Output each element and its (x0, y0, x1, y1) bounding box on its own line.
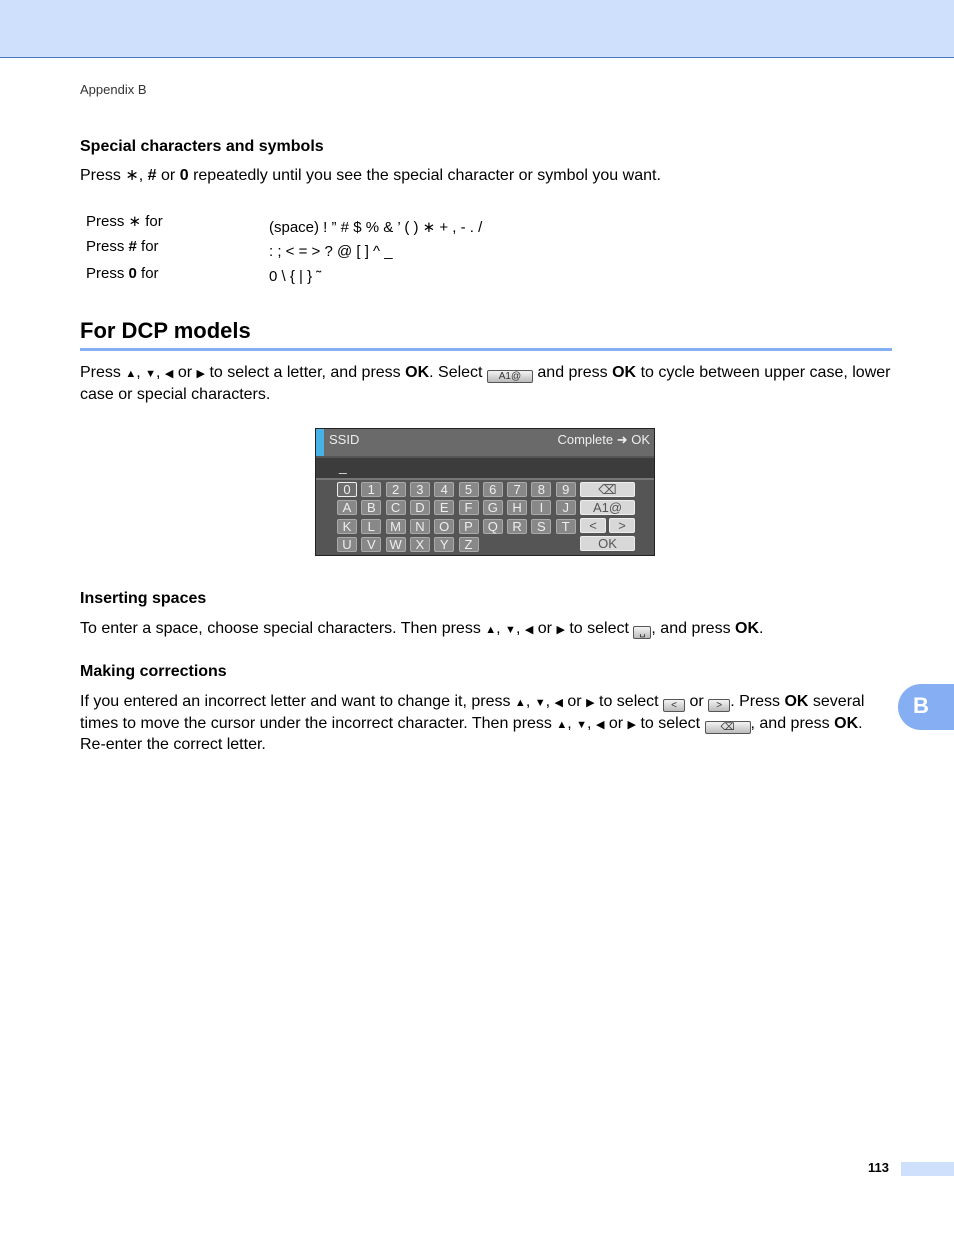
table-row: Press # for (86, 238, 159, 255)
lcd-cursor-left-key[interactable]: < (580, 518, 606, 533)
lcd-key[interactable]: 7 (507, 482, 527, 497)
lcd-cursor: _ (339, 458, 347, 474)
lcd-cursor-right-key[interactable]: > (609, 518, 635, 533)
lcd-complete-hint: Complete ➜ OK (557, 432, 650, 447)
lcd-title: SSID (329, 432, 360, 447)
lcd-header-marker (316, 429, 324, 456)
inserting-spaces-heading: Inserting spaces (80, 590, 207, 607)
lcd-key[interactable]: F (459, 500, 479, 515)
lcd-key[interactable]: H (507, 500, 527, 515)
lcd-key[interactable]: Y (434, 537, 454, 552)
cursor-right-icon: > (708, 699, 730, 712)
lcd-key[interactable]: E (434, 500, 454, 515)
lcd-key[interactable]: T (556, 519, 576, 534)
lcd-key[interactable]: B (361, 500, 381, 515)
lcd-key[interactable]: 1 (361, 482, 381, 497)
lcd-key[interactable]: 5 (459, 482, 479, 497)
lcd-key[interactable]: L (361, 519, 381, 534)
running-title: Appendix B (80, 82, 147, 97)
lcd-key[interactable]: S (531, 519, 551, 534)
heading-rule (80, 348, 892, 351)
page-number-bar (901, 1162, 954, 1176)
lcd-key[interactable]: K (337, 519, 357, 534)
space-key-icon: ␣ (633, 626, 651, 639)
lcd-header (316, 429, 654, 456)
lcd-key[interactable]: D (410, 500, 430, 515)
special-characters-intro: Press ∗, # or 0 repeatedly until you see the special character or symbol you want. (80, 167, 661, 184)
inserting-spaces-text: To enter a space, choose special characters. Then press ▲, ▼, ◀ or ▶ to select ␣ , and press OK. (80, 620, 764, 638)
mode-switch-icon: A1@ (487, 370, 533, 383)
lcd-key[interactable]: R (507, 519, 527, 534)
lcd-key[interactable]: 3 (410, 482, 430, 497)
special-characters-heading: Special characters and symbols (80, 138, 324, 155)
lcd-mode-key[interactable]: A1@ (580, 500, 635, 515)
backspace-icon: ⌫ (705, 721, 751, 734)
lcd-input-field (316, 458, 654, 480)
lcd-key[interactable]: C (386, 500, 406, 515)
lcd-key[interactable]: 4 (434, 482, 454, 497)
lcd-key[interactable]: X (410, 537, 430, 552)
lcd-ok-key[interactable]: OK (580, 536, 635, 551)
table-cell-chars: 0 \ { | } ˜ (269, 268, 322, 285)
lcd-key[interactable]: J (556, 500, 576, 515)
table-cell-chars: : ; < = > ? @ [ ] ^ _ (269, 243, 393, 260)
dcp-models-heading: For DCP models (80, 318, 251, 343)
table-row: Press 0 for (86, 265, 159, 282)
lcd-keyboard-screen (315, 428, 655, 556)
lcd-key[interactable]: 0 (337, 482, 357, 497)
lcd-key[interactable]: 2 (386, 482, 406, 497)
making-corrections-heading: Making corrections (80, 663, 227, 680)
lcd-key[interactable]: I (531, 500, 551, 515)
lcd-key[interactable]: O (434, 519, 454, 534)
table-row: Press ∗ for (86, 213, 163, 230)
making-corrections-text: If you entered an incorrect letter and want to change it, press ▲, ▼, ◀ or ▶ to select < or > . Press OK several times to move the cursor under the incorrect character. Then press ▲, ▼, ◀ or ▶ to select ⌫ , and press OK. Re-enter the correct letter. (80, 693, 865, 753)
appendix-tab: B (898, 684, 954, 730)
table-cell-chars: (space) ! ” # $ % & ’ ( ) ∗ + , - . / (269, 219, 483, 236)
lcd-key[interactable]: U (337, 537, 357, 552)
page-number: 113 (868, 1160, 889, 1175)
lcd-key[interactable]: 8 (531, 482, 551, 497)
lcd-key[interactable]: 6 (483, 482, 503, 497)
lcd-key[interactable]: G (483, 500, 503, 515)
cursor-left-icon: < (663, 699, 685, 712)
lcd-key[interactable]: V (361, 537, 381, 552)
lcd-key[interactable]: M (386, 519, 406, 534)
lcd-key[interactable]: W (386, 537, 406, 552)
lcd-key[interactable]: 9 (556, 482, 576, 497)
header-band (0, 0, 954, 58)
lcd-backspace-key[interactable]: ⌫ (580, 482, 635, 497)
lcd-key[interactable]: N (410, 519, 430, 534)
lcd-key[interactable]: P (459, 519, 479, 534)
lcd-key[interactable]: Q (483, 519, 503, 534)
lcd-key[interactable]: A (337, 500, 357, 515)
dcp-instructions: Press ▲, ▼, ◀ or ▶ to select a letter, and press OK. Select A1@ and press OK to cycle between upper case, lower case or special characters. (80, 364, 891, 403)
lcd-key[interactable]: Z (459, 537, 479, 552)
